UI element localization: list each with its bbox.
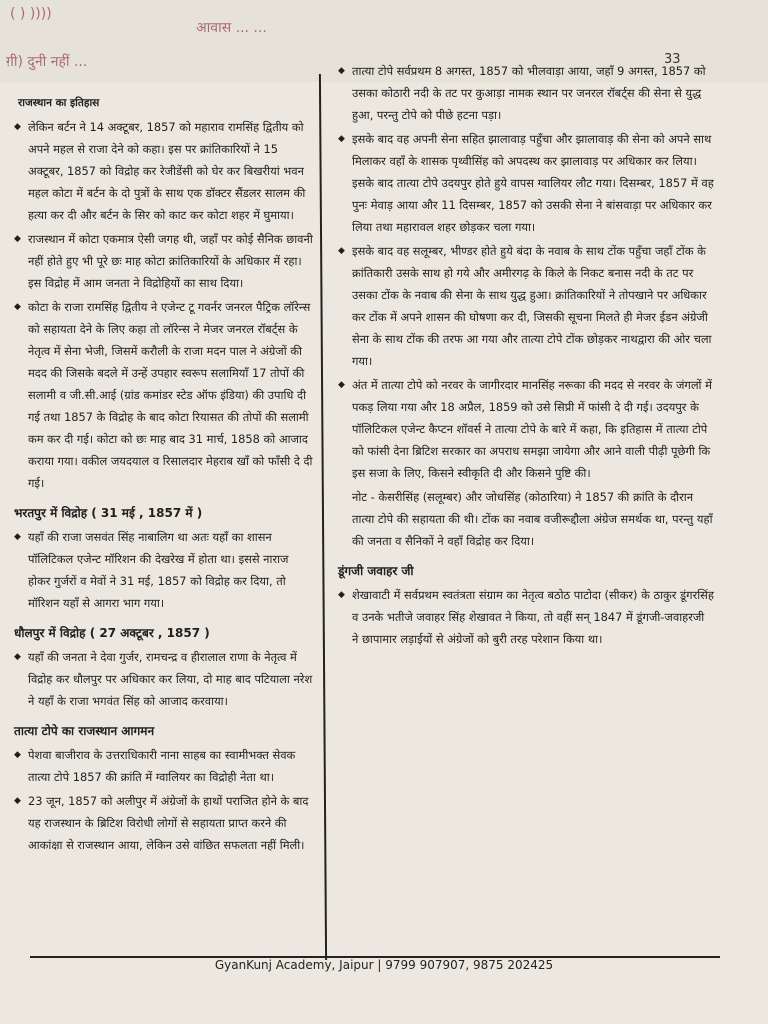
column-divider xyxy=(319,74,327,960)
list-item: ◆ इसके बाद वह अपनी सेना सहित झालावाड़ पहुँचा और झालावाड़ की सेना को अपने साथ मिलाकर वहाँ के शासक पृथ्वीसिंह को अपदस्थ कर झालावाड़ पर अधिकार कर लिया। इसके बाद तात्या टोपे उदयपुर होते हुये वापस ग्वालियर लौट गया। दिसम्बर, 1857 में वह पुनः मेवाड़ आया और 11 दिसम्बर, 1857 को उसकी सेना ने बांसवाड़ा पर अधिकार कर लिया तथा महारावल शहर छोड़कर चला गया। xyxy=(338,128,714,238)
diamond-bullet-icon: ◆ xyxy=(14,652,21,662)
right-column xyxy=(338,60,714,652)
diamond-bullet-icon: ◆ xyxy=(14,122,21,132)
list-item: ◆ लेकिन बर्टन ने 14 अक्टूबर, 1857 को महाराव रामसिंह द्वितीय को अपने महल से राजा देने को कहा। इस पर क्रांतिकारियों ने 15 अक्टूबर, 1857 को विद्रोह कर रेजीडेंसी को घेर कर बिखरीयां भवन महल कोटा में बर्टन के दो पुत्रों के साथ एक डॉक्टर सैंडलर सालम की हत्या कर दी और बर्टन के सिर को काट कर कोटा शहर में घुमाया। xyxy=(14,116,314,226)
list-item: ◆ अंत में तात्या टोपे को नरवर के जागीरदार मानसिंह नरूका की मदद से नरवर के जंगलों में पकड़ लिया गया और 18 अप्रैल, 1859 को उसे सिप्री में फांसी दे दी गई। उदयपुर के पॉलिटिकल एजेन्ट कैप्टन शॉवर्स ने तात्या टोपे के बारे में कहा, कि इतिहास में तात्या टोपे को फांसी देना ब्रिटिश सरकार का अपराध समझा जायेगा और आने वाली पीढ़ी पूछेगी कि इस सजा के लिए, किसने स्वीकृति दी और किसने पुष्टि की। xyxy=(338,374,714,484)
page-number: 33 xyxy=(664,52,681,67)
footer-text: GyanKunj Academy, Jaipur | 9799 907907, 9875 202425 xyxy=(214,958,554,972)
handwritten-note-1: ( ) )))) xyxy=(10,6,52,22)
list-item: ◆ तात्या टोपे सर्वप्रथम 8 अगस्त, 1857 को भीलवाड़ा आया, जहाँ 9 अगस्त, 1857 को उसका कोठारी नदी के तट पर कुआड़ा नामक स्थान पर जनरल रॉबर्ट्स की सेना से युद्ध हुआ, परन्तु टोपे को पीछे हटना पड़ा। xyxy=(338,60,714,126)
list-item: ◆ यहाँ की जनता ने देवा गुर्जर, रामचन्द्र व हीरालाल राणा के नेतृत्व में विद्रोह कर धौलपुर पर अधिकार कर लिया, दो माह बाद पटियाला नरेश ने यहाँ के राजा भगवंत सिंह को आजाद करवाया। xyxy=(14,646,314,712)
diamond-bullet-icon: ◆ xyxy=(14,750,21,760)
section-heading-tatya: तात्या टोपे का राजस्थान आगमन xyxy=(14,724,155,738)
list-item: ◆ राजस्थान में कोटा एकमात्र ऐसी जगह थी, जहाँ पर कोई सैनिक छावनी नहीं होते हुए भी पूरे छः माह कोटा क्रांतिकारियों के अधिकार में रहा। इस विद्रोह में आम जनता ने विद्रोहियों का साथ दिया। xyxy=(14,228,314,294)
diamond-bullet-icon: ◆ xyxy=(14,234,21,244)
list-item: ◆ 23 जून, 1857 को अलीपुर में अंग्रेजों के हाथों पराजित होने के बाद यह राजस्थान के ब्रिटिश विरोधी लोगों से सहायता प्राप्त करने की आकांक्षा से राजस्थान आया, लेकिन उसे वांछित सफलता नहीं मिली। xyxy=(14,790,314,856)
list-item: ◆ इसके बाद वह सलूम्बर, भीण्डर होते हुये बंदा के नवाब के साथ टोंक पहुँचा जहाँ टोंक के क्रांतिकारी उसके साथ हो गये और अमीरगढ़ के किले के निकट बनास नदी के तट पर उसका टोंक के नवाब की सेना के साथ युद्ध हुआ। क्रांतिकारियों ने तोपखाने पर अधिकार कर टोंक में अपने शासन की घोषणा कर दी, जिसकी सूचना मिलते ही मेजर ईडन अंग्रेजी सेना के साथ टोंक की तरफ आ गया और तात्या टोपे टोंक छोड़कर नाथद्वारा की ओर चला गया। xyxy=(338,240,714,372)
section-heading-dungji: डूंगजी जवाहर जी xyxy=(338,564,414,578)
diamond-bullet-icon: ◆ xyxy=(338,134,345,144)
diamond-bullet-icon: ◆ xyxy=(14,302,21,312)
diamond-bullet-icon: ◆ xyxy=(14,796,21,806)
section-heading-dholpur: धौलपुर में विद्रोह ( 27 अक्टूबर , 1857 ) xyxy=(14,626,210,640)
diamond-bullet-icon: ◆ xyxy=(338,246,345,256)
list-item: ◆ यहाँ की राजा जसवंत सिंह नाबालिग था अतः यहाँ का शासन पॉलिटिकल एजेन्ट मॉरिशन की देखरेख में होता था। इससे नाराज होकर गुर्जरों व मेवों ने 31 मई, 1857 को विद्रोह कर दिया, तो मॉरिशन यहाँ से आगरा भाग गया। xyxy=(14,526,314,614)
list-item: ◆ कोटा के राजा रामसिंह द्वितीय ने एजेन्ट टू गवर्नर जनरल पैट्रिक लॉरेन्स को सहायता देने के लिए कहा तो लॉरेन्स ने मेजर जनरल रॉबर्ट्स के नेतृत्व में सेना भेजी, जिसमें करौली के राजा मदन पाल ने अंग्रेजों की मदद की जिसके बदले में उन्हें उपहार स्वरूप सलामियाँ 17 तोपों की सलामी व जी.सी.आई (ग्रांड कमांडर स्टेड ऑफ इंडिया) की उपाधि दी गई तथा 1857 के विद्रोह के बाद कोटा रियासत की तोपों की सलामी कम कर दी गई। कोटा को छः माह बाद 31 मार्च, 1858 को आजाद कराया गया। वकील जयदयाल व रिसालदार मेहराब खाँ को फाँसी दे दी गई। xyxy=(14,296,314,494)
handwritten-note-2: ग़ी) दुनी नहीं ... xyxy=(6,54,88,70)
diamond-bullet-icon: ◆ xyxy=(14,532,21,542)
running-header: राजस्थान का इतिहास xyxy=(18,97,100,109)
diamond-bullet-icon: ◆ xyxy=(338,380,345,390)
left-column xyxy=(14,92,314,858)
list-item: ◆ पेशवा बाजीराव के उत्तराधिकारी नाना साहब का स्वामीभक्त सेवक तात्या टोपे 1857 की क्रांति में ग्वालियर का विद्रोही नेता था। xyxy=(14,744,314,788)
diamond-bullet-icon: ◆ xyxy=(338,66,345,76)
handwritten-note-3: आवास ... ... xyxy=(196,20,267,36)
section-heading-bharatpur: भरतपुर में विद्रोह ( 31 मई , 1857 में ) xyxy=(14,506,203,520)
note-paragraph: नोट - केसरीसिंह (सलूम्बर) और जोधसिंह (कोठारिया) ने 1857 की क्रांति के दौरान तात्या टोपे की सहायता की थी। टोंक का नवाब वजीरूद्दौला अंग्रेज समर्थक था, परन्तु यहाँ की जनता व सैनिकों ने वहाँ विद्रोह कर दिया। xyxy=(352,490,713,548)
list-item: ◆ शेखावाटी में सर्वप्रथम स्वतंत्रता संग्राम का नेतृत्व बठोठ पाटोदा (सीकर) के ठाकुर डूंगरसिंह व उनके भतीजे जवाहर सिंह शेखावत ने किया, तो वहीं सन् 1847 में डूंगजी-जवाहरजी ने छापामार लड़ाईयों से अंग्रेजों को बुरी तरह परेशान किया था। xyxy=(338,584,714,650)
diamond-bullet-icon: ◆ xyxy=(338,590,345,600)
